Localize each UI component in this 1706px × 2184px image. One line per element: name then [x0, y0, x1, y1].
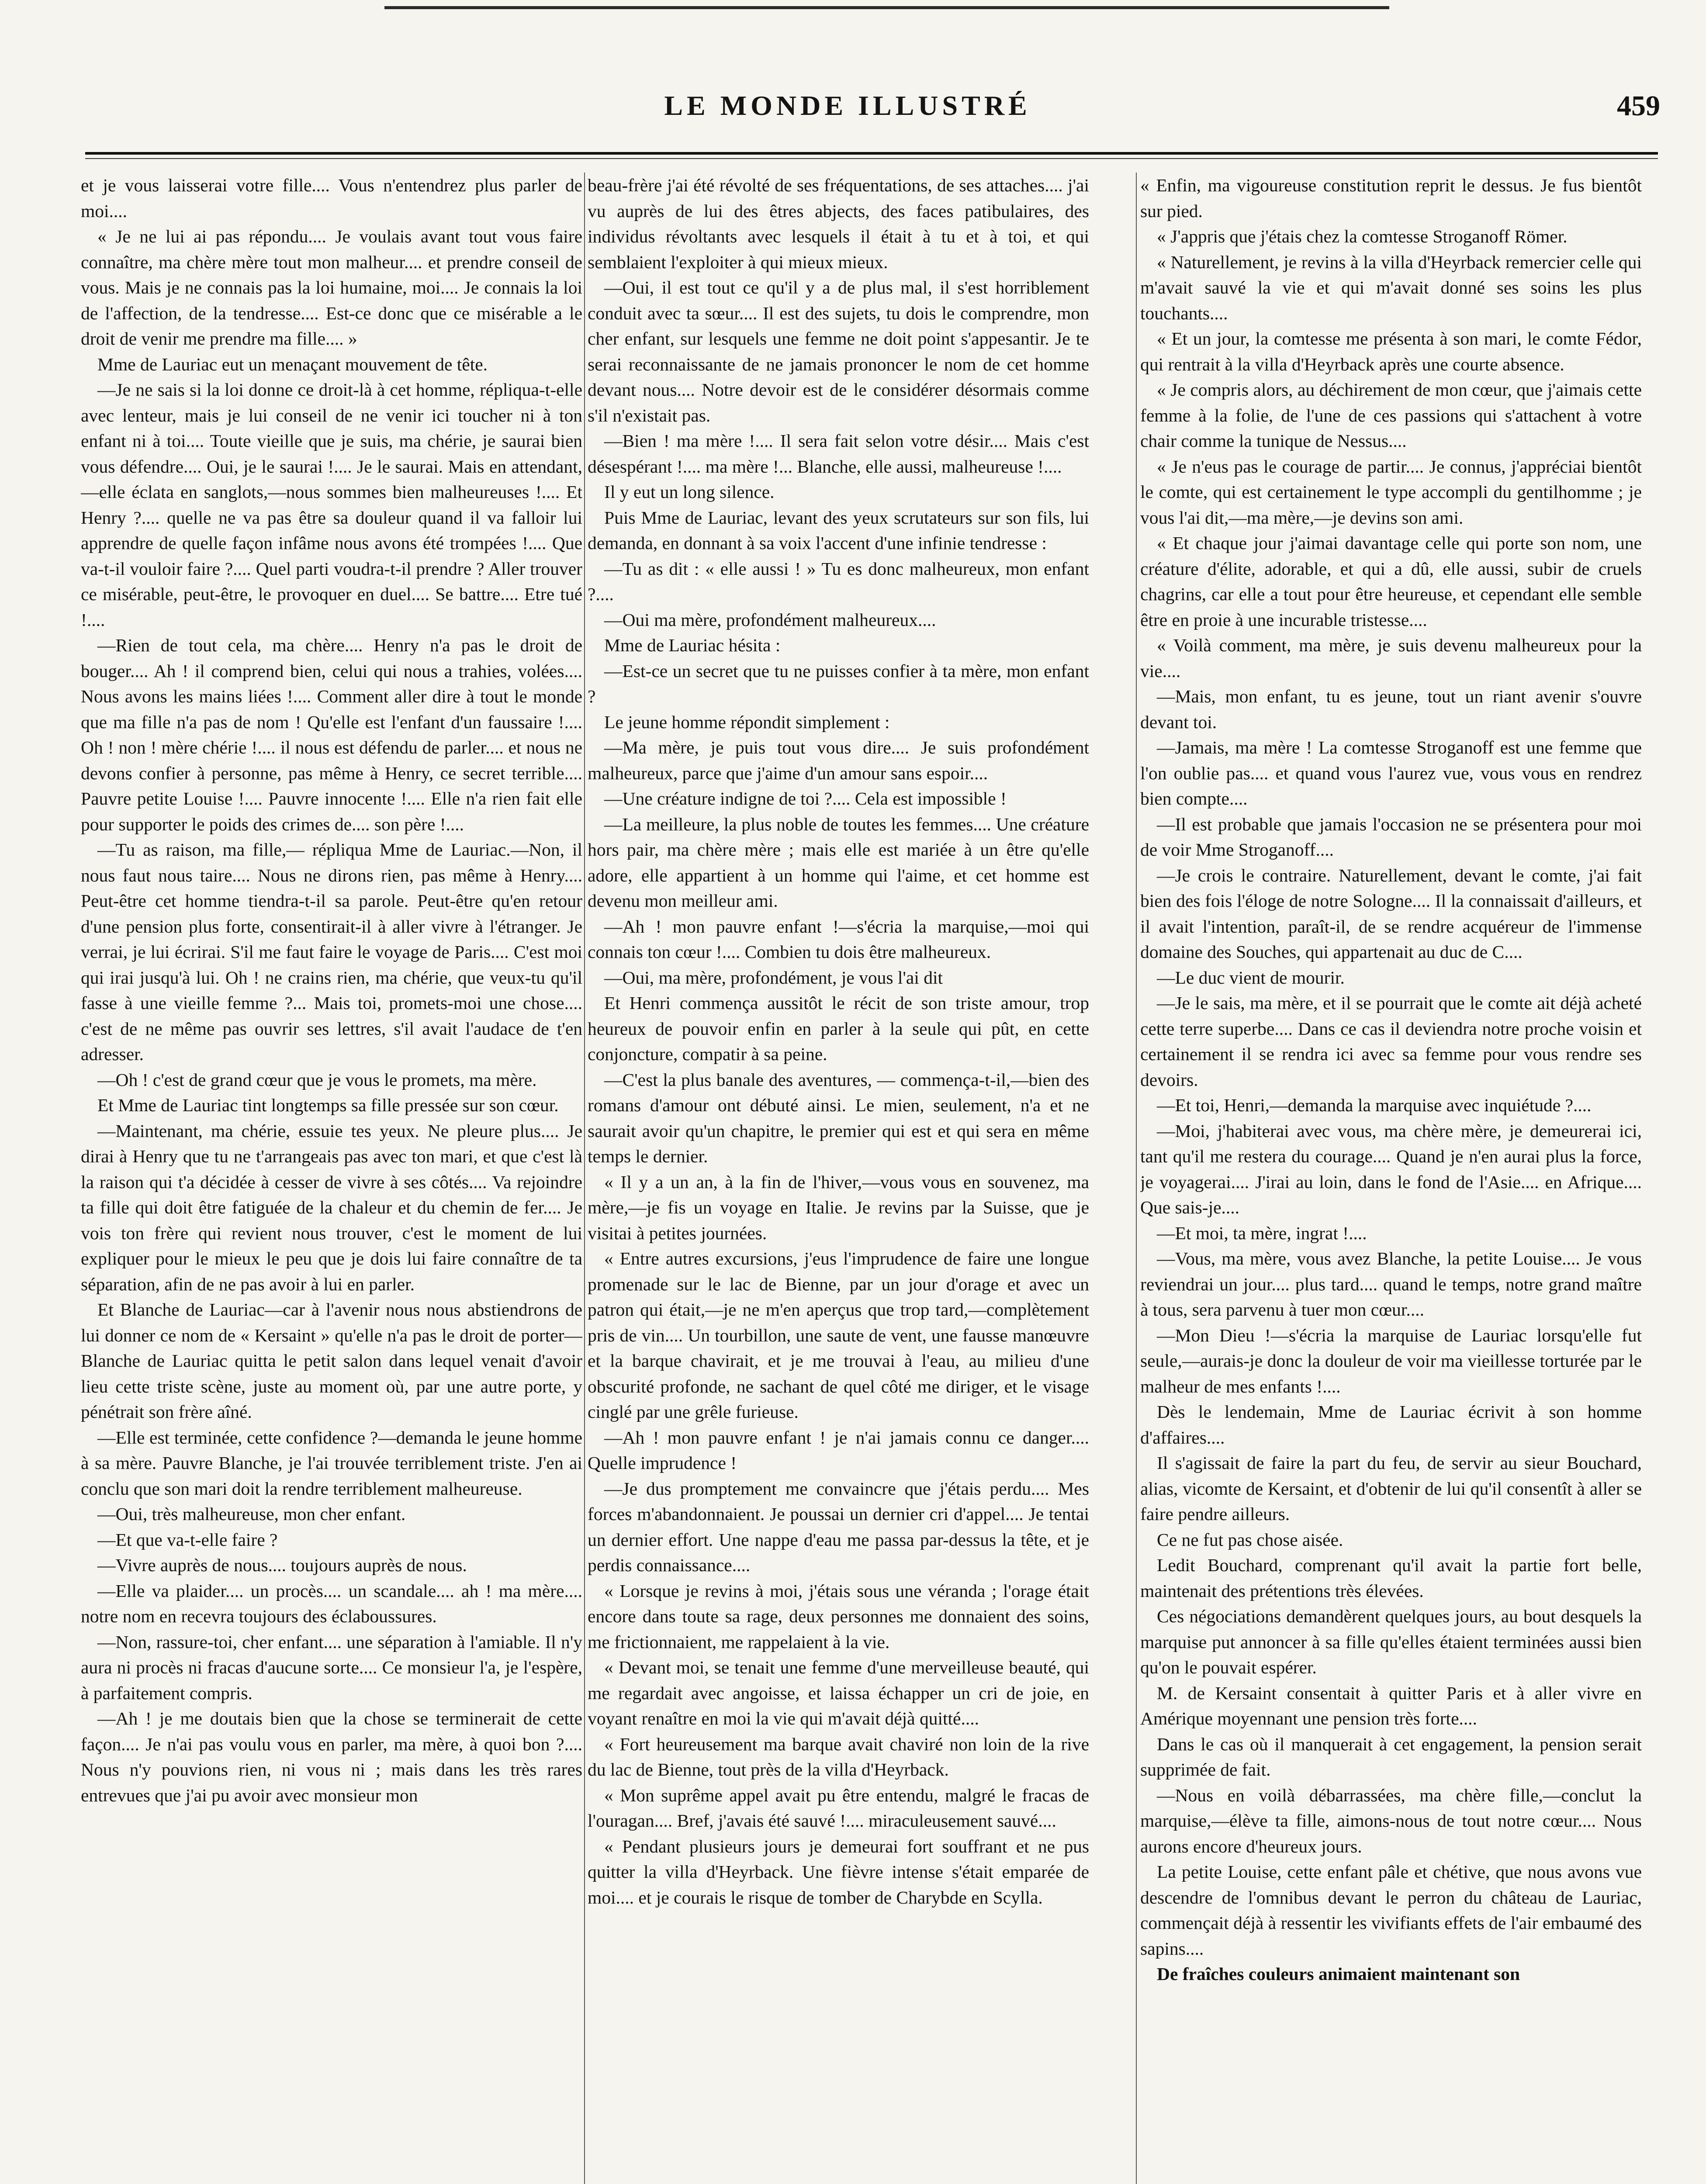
paragraph: —Le duc vient de mourir. [1157, 967, 1345, 988]
paragraph: De fraîches couleurs animaient maintenant son [1157, 1964, 1520, 1984]
paragraph: —Une créature indigne de toi ?.... Cela est impossible ! [604, 788, 1007, 809]
paragraph: —Bien ! ma mère !.... Il sera fait selon votre désir.... Mais c'est désespérant !.... ma mère !... Blanche, elle aussi, malheureuse !.... [588, 431, 1089, 477]
paragraph: —C'est la plus banale des aventures, — commença-t-il,—bien des romans d'amour ont débuté ainsi. Le mien, seulement, n'a et ne saurait avoir qu'un chapitre, le premier qui est et qui sera en même temps le dernier. [588, 1069, 1089, 1166]
paragraph: —Oh ! c'est de grand cœur que je vous le promets, ma mère. [97, 1069, 537, 1090]
paragraph: —Et moi, ta mère, ingrat !.... [1157, 1223, 1367, 1243]
paragraph: « Devant moi, se tenait une femme d'une merveilleuse beauté, qui me regardait avec angoisse, et laissa échapper un cri de joie, en voyant renaître en moi la vie qui m'avait déjà quitté.... [588, 1657, 1089, 1728]
paragraph: Dans le cas où il manquerait à cet engagement, la pension serait supprimée de fait. [1140, 1734, 1642, 1780]
paragraph: « Et chaque jour j'aimai davantage celle qui porte son nom, une créature d'élite, adorable, et qui a dû, elle aussi, subir de cruels chagrins, car elle a tout pour être heureuse, et cependant elle semble être en proie à une incurable tristesse.... [1140, 533, 1642, 630]
paragraph: —Oui, il est tout ce qu'il y a de plus mal, il s'est horriblement conduit avec ta sœur.... Il est des sujets, tu dois le comprendre, mon cher enfant, sur lesquels une femme ne doit point s'appesantir. Je te serai reconnaissante de ne jamais prononcer le nom de cet homme devant nous.... Notre devoir est de le considérer désormais comme s'il n'existait pas. [588, 277, 1089, 425]
paragraph: « Mon suprême appel avait pu être entendu, malgré le fracas de l'ouragan.... Bref, j'avais été sauvé !.... miraculeusement sauvé.... [588, 1785, 1089, 1831]
paragraph: « Pendant plusieurs jours je demeurai fort souffrant et ne pus quitter la villa d'Heyrback. Une fièvre intense s'était emparée de moi.... et je courais le risque de tomber de Charybde en Scylla. [588, 1836, 1089, 1908]
paragraph: Mme de Lauriac hésita : [604, 635, 781, 655]
paragraph: —Elle va plaider.... un procès.... un scandale.... ah ! ma mère.... notre nom en recevra toujours des éclaboussures. [81, 1580, 582, 1626]
paragraph: —Je ne sais si la loi donne ce droit-là à cet homme, répliqua-t-elle avec lenteur, mais je lui conseil de ne venir ici toucher ni à ton enfant ni à toi.... Toute vieille que je suis, ma chérie, je saurai bien vous défendre.... Oui, je le saurai !.... Je le saurai. Mais en attendant,—elle éclata en sanglots,—nous sommes bien malheureuses !.... Et Henry ?.... quelle ne va pas être sa douleur quand il va falloir lui apprendre de quelle façon infâme nous avons été trompées !.... Que va-t-il vouloir faire ?.... Quel parti voudra-t-il prendre ? Aller trouver ce misérable, peut-être, le provoquer en duel.... Se battre.... Etre tué !.... [81, 380, 582, 630]
paragraph: —Mais, mon enfant, tu es jeune, tout un riant avenir s'ouvre devant toi. [1140, 686, 1642, 732]
paragraph: Et Mme de Lauriac tint longtemps sa fille pressée sur son cœur. [97, 1095, 559, 1115]
paragraph: Le jeune homme répondit simplement : [604, 712, 890, 732]
paragraph: —Oui, très malheureuse, mon cher enfant. [97, 1504, 406, 1524]
paragraph: —Est-ce un secret que tu ne puisses confier à ta mère, mon enfant ? [588, 660, 1089, 706]
paragraph: Il s'agissait de faire la part du feu, de servir au sieur Bouchard, alias, vicomte de Kersaint, et d'obtenir de lui qu'il consentît à aller se faire pendre ailleurs. [1140, 1453, 1642, 1524]
paragraph: —Et que va-t-elle faire ? [97, 1529, 278, 1550]
paragraph: « Je ne lui ai pas répondu.... Je voulais avant tout vous faire connaître, ma chère mère tout mon malheur.... et prendre conseil de vous. Mais je ne connais pas la loi humaine, moi.... Je connais la loi de l'affection, de la tendresse.... Est-ce donc que ce misérable a le droit de venir me prendre ma fille.... » [81, 226, 582, 349]
paragraph: —Mon Dieu !—s'écria la marquise de Lauriac lorsqu'elle fut seule,—aurais-je donc la douleur de voir ma vieillesse torturée par le malheur de mes enfants !.... [1140, 1325, 1642, 1396]
paragraph: « Je compris alors, au déchirement de mon cœur, que j'aimais cette femme à la folie, de l'une de ces passions qui s'attachent à votre chair comme la tunique de Nessus.... [1140, 380, 1642, 451]
paragraph: —Je dus promptement me convaincre que j'étais perdu.... Mes forces m'abandonnaient. Je poussai un dernier cri d'appel.... Je tentai un dernier effort. Une nappe d'eau me passa par-dessus la tête, et je perdis connaissance.... [588, 1478, 1089, 1575]
paragraph: —Vivre auprès de nous.... toujours auprès de nous. [97, 1555, 467, 1575]
text-column-2 [588, 173, 1089, 2184]
paragraph: —Tu as raison, ma fille,— répliqua Mme de Lauriac.—Non, il nous faut nous taire.... Nous ne dirons rien, pas même à Henry.... Peut-être cet homme tiendra-t-il sa parole. Peut-être qu'en retour d'une pension plus forte, consentirait-il à aller vivre à l'étranger. Je verrai, je lui écrirai. S'il me faut faire le voyage de Paris.... C'est moi qui irai jusqu'à lui. Oh ! ne crains rien, ma chérie, que veux-tu qu'il fasse à une vieille femme ?... Mais toi, promets-moi une chose.... c'est de ne même pas ouvrir ses lettres, s'il avait l'audace de t'en adresser. [81, 840, 582, 1064]
header-rule [85, 152, 1658, 155]
paragraph: Ce ne fut pas chose aisée. [1157, 1529, 1343, 1550]
paragraph: Ledit Bouchard, comprenant qu'il avait la partie fort belle, maintenait des prétentions très élevées. [1140, 1555, 1642, 1601]
paragraph: —Je crois le contraire. Naturellement, devant le comte, j'ai fait bien des fois l'éloge de notre Sologne.... Il la connaissait d'ailleurs, et il avait l'intention, paraît-il, de se rendre acquéreur de l'immense domaine des Souches, qui appartenait au duc de C.... [1140, 865, 1642, 962]
paragraph: « Naturellement, je revins à la villa d'Heyrback remercier celle qui m'avait sauvé la vie et qui m'avait donné ses soins les plus touchants.... [1140, 252, 1642, 323]
paragraph: « Entre autres excursions, j'eus l'imprudence de faire une longue promenade sur le lac de Bienne, par un jour d'orage et avec un patron qui était,—je ne m'en aperçus que trop tard,—complètement pris de vin.... Un tourbillon, une saute de vent, une fausse manœuvre et la barque chavirait, et je me trouvai à l'eau, au milieu d'une obscurité profonde, ne sachant de quel côté me diriger, et le visage cinglé par une grêle furieuse. [588, 1248, 1089, 1422]
paragraph: —Tu as dit : « elle aussi ! » Tu es donc malheureux, mon enfant ?.... [588, 558, 1089, 604]
paragraph: Et Henri commença aussitôt le récit de son triste amour, trop heureux de pouvoir enfin en parler à la seule qui pût, en cette conjoncture, compatir à sa peine. [588, 993, 1089, 1064]
paragraph: —Non, rassure-toi, cher enfant.... une séparation à l'amiable. Il n'y aura ni procès ni fracas d'aucune sorte.... Ce monsieur l'a, je l'espère, à parfaitement compris. [81, 1631, 582, 1703]
paragraph: M. de Kersaint consentait à quitter Paris et à aller vivre en Amérique moyennant une pension très forte.... [1140, 1683, 1642, 1728]
paragraph: « Il y a un an, à la fin de l'hiver,—vous vous en souvenez, ma mère,—je fis un voyage en Italie. Je revins par la Suisse, que je visitai à petites journées. [588, 1171, 1089, 1243]
paragraph: —Elle est terminée, cette confidence ?—demanda le jeune homme à sa mère. Pauvre Blanche, je l'ai trouvée terriblement triste. J'en ai conclu que son mari doit la rendre terriblement malheureuse. [81, 1427, 582, 1499]
paragraph: —Il est probable que jamais l'occasion ne se présentera pour moi de voir Mme Stroganoff.... [1140, 814, 1642, 860]
paragraph: —Ah ! je me doutais bien que la chose se terminerait de cette façon.... Je n'ai pas voulu vous en parler, ma mère, à quoi bon ?.... Nous n'y pouvions rien, ni vous ni ; mais dans les très rares entrevues que j'ai pu avoir avec monsieur mon [81, 1708, 582, 1805]
column-divider [1136, 173, 1137, 2184]
paragraph: « Et un jour, la comtesse me présenta à son mari, le comte Fédor, qui rentrait à la villa d'Heyrback après une courte absence. [1140, 328, 1642, 374]
top-border-line [384, 6, 1389, 9]
paragraph: —Rien de tout cela, ma chère.... Henry n'a pas le droit de bouger.... Ah ! il comprend bien, celui qui nous a trahies, volées.... Nous avons les mains liées !.... Comment aller dire à tout le monde que ma fille n'a pas de nom ! Qu'elle est l'enfant d'un faussaire !.... Oh ! non ! mère chérie !.... il nous est défendu de parler.... et nous ne devons confier à personne, pas même à Henry, ce secret terrible.... Pauvre petite Louise !.... Pauvre innocente !.... Elle n'a rien fait elle pour supporter le poids des crimes de.... son père !.... [81, 635, 582, 834]
paragraph: —Oui, ma mère, profondément, je vous l'ai dit [604, 967, 943, 988]
paragraph: Mme de Lauriac eut un menaçant mouvement de tête. [97, 354, 488, 374]
text-column-3 [1140, 173, 1642, 2184]
paragraph: —Ah ! mon pauvre enfant ! je n'ai jamais connu ce danger.... Quelle imprudence ! [588, 1427, 1089, 1473]
paragraph: —La meilleure, la plus noble de toutes les femmes.... Une créature hors pair, ma chère mère ; mais elle est mariée à un être qu'elle adore, elle appartient à un homme qui l'aime, et cet homme est devenu mon meilleur ami. [588, 814, 1089, 911]
paragraph: —Nous en voilà débarrassées, ma chère fille,—conclut la marquise,—élève ta fille, aimons-nous de tout notre cœur.... Nous aurons encore d'heureux jours. [1140, 1785, 1642, 1856]
paragraph: Et Blanche de Lauriac—car à l'avenir nous nous abstiendrons de lui donner ce nom de « Kersaint » qu'elle n'a pas le droit de porter—Blanche de Lauriac quitta le petit salon dans lequel venait d'avoir lieu cette triste scène, juste au moment où, par une autre porte, y pénétrait son frère aîné. [81, 1299, 582, 1422]
page-number: 459 [1617, 90, 1660, 122]
paragraph: —Moi, j'habiterai avec vous, ma chère mère, je demeurerai ici, tant qu'il me restera du courage.... Quand je n'en aurai plus la force, je voyagerai.... J'irai au loin, dans le fond de l'Asie.... en Afrique.... Que sais-je.... [1140, 1120, 1642, 1217]
paragraph: —Ma mère, je puis tout vous dire.... Je suis profondément malheureux, parce que j'aime d'un amour sans espoir.... [588, 737, 1089, 783]
paragraph: La petite Louise, cette enfant pâle et chétive, que nous avons vue descendre de l'omnibus devant le perron du château de Lauriac, commençait déjà à ressentir les vivifiants effets de l'air embaumé des sapins.... [1140, 1862, 1642, 1959]
paragraph: Dès le lendemain, Mme de Lauriac écrivit à son homme d'affaires.... [1140, 1402, 1642, 1448]
paragraph: « Enfin, ma vigoureuse constitution reprit le dessus. Je fus bientôt sur pied. [1140, 175, 1642, 221]
paragraph: Ces négociations demandèrent quelques jours, au bout desquels la marquise put annoncer à sa fille qu'elles étaient terminées aussi bien qu'on le pouvait espérer. [1140, 1606, 1642, 1677]
paragraph: —Je le sais, ma mère, et il se pourrait que le comte ait déjà acheté cette terre superbe.... Dans ce cas il deviendra notre proche voisin et certainement il se rendra ici avec sa femme pour vous rendre ses devoirs. [1140, 993, 1642, 1090]
paragraph: —Maintenant, ma chérie, essuie tes yeux. Ne pleure plus.... Je dirai à Henry que tu ne t'arrangeais pas avec ton mari, et que c'est là la raison qui t'a décidée à cesser de vivre à ses côtés.... Va rejoindre ta fille qui doit être fatiguée de la chaleur et du chemin de fer.... Je vois ton frère qui revient nous trouver, c'est le moment de lui expliquer pour le mieux le peu que je dois lui faire connaître de ta séparation, afin de ne pas avoir à lui en parler. [81, 1120, 582, 1294]
paragraph: « Fort heureusement ma barque avait chaviré non loin de la rive du lac de Bienne, tout près de la villa d'Heyrback. [588, 1734, 1089, 1780]
paragraph: « Je n'eus pas le courage de partir.... Je connus, j'appréciai bientôt le comte, qui est certainement le type accompli du gentilhomme ; je vous l'ai dit,—ma mère,—je devins son ami. [1140, 456, 1642, 528]
paragraph: « Voilà comment, ma mère, je suis devenu malheureux pour la vie.... [1140, 635, 1642, 681]
paragraph: —Ah ! mon pauvre enfant !—s'écria la marquise,—moi qui connais ton cœur !.... Combien tu dois être malheureux. [588, 916, 1089, 962]
paragraph: « J'appris que j'étais chez la comtesse Stroganoff Römer. [1157, 226, 1568, 246]
paragraph: —Vous, ma mère, vous avez Blanche, la petite Louise.... Je vous reviendrai un jour.... plus tard.... quand le temps, notre grand maître à tous, sera parvenu à tuer mon cœur.... [1140, 1248, 1642, 1320]
paragraph: —Oui ma mère, profondément malheureux.... [604, 609, 936, 630]
paragraph: Puis Mme de Lauriac, levant des yeux scrutateurs sur son fils, lui demanda, en donnant à sa voix l'accent d'une infinie tendresse : [588, 507, 1089, 553]
paragraph: « Lorsque je revins à moi, j'étais sous une véranda ; l'orage était encore dans toute sa rage, deux personnes me donnaient des soins, me frictionnaient, me rappelaient à la vie. [588, 1580, 1089, 1652]
text-column-1 [81, 173, 582, 2184]
column-divider [584, 173, 585, 2184]
header-rule-thin [85, 158, 1658, 159]
paragraph: et je vous laisserai votre fille.... Vous n'entendrez plus parler de moi.... [81, 175, 582, 221]
masthead-title: LE MONDE ILLUSTRÉ [664, 90, 1031, 121]
paragraph: beau-frère j'ai été révolté de ses fréquentations, de ses attaches.... j'ai vu auprès de lui des êtres abjects, des faces patibulaires, des individus révoltants avec lesquels il était à tu et à toi, et qui semblaient l'exploiter à qui mieux mieux. [588, 175, 1089, 272]
paragraph: —Et toi, Henri,—demanda la marquise avec inquiétude ?.... [1157, 1095, 1592, 1115]
paragraph: Il y eut un long silence. [604, 482, 775, 502]
paragraph: —Jamais, ma mère ! La comtesse Stroganoff est une femme que l'on oublie pas.... et quand vous l'aurez vue, vous vous en rendrez bien compte.... [1140, 737, 1642, 809]
